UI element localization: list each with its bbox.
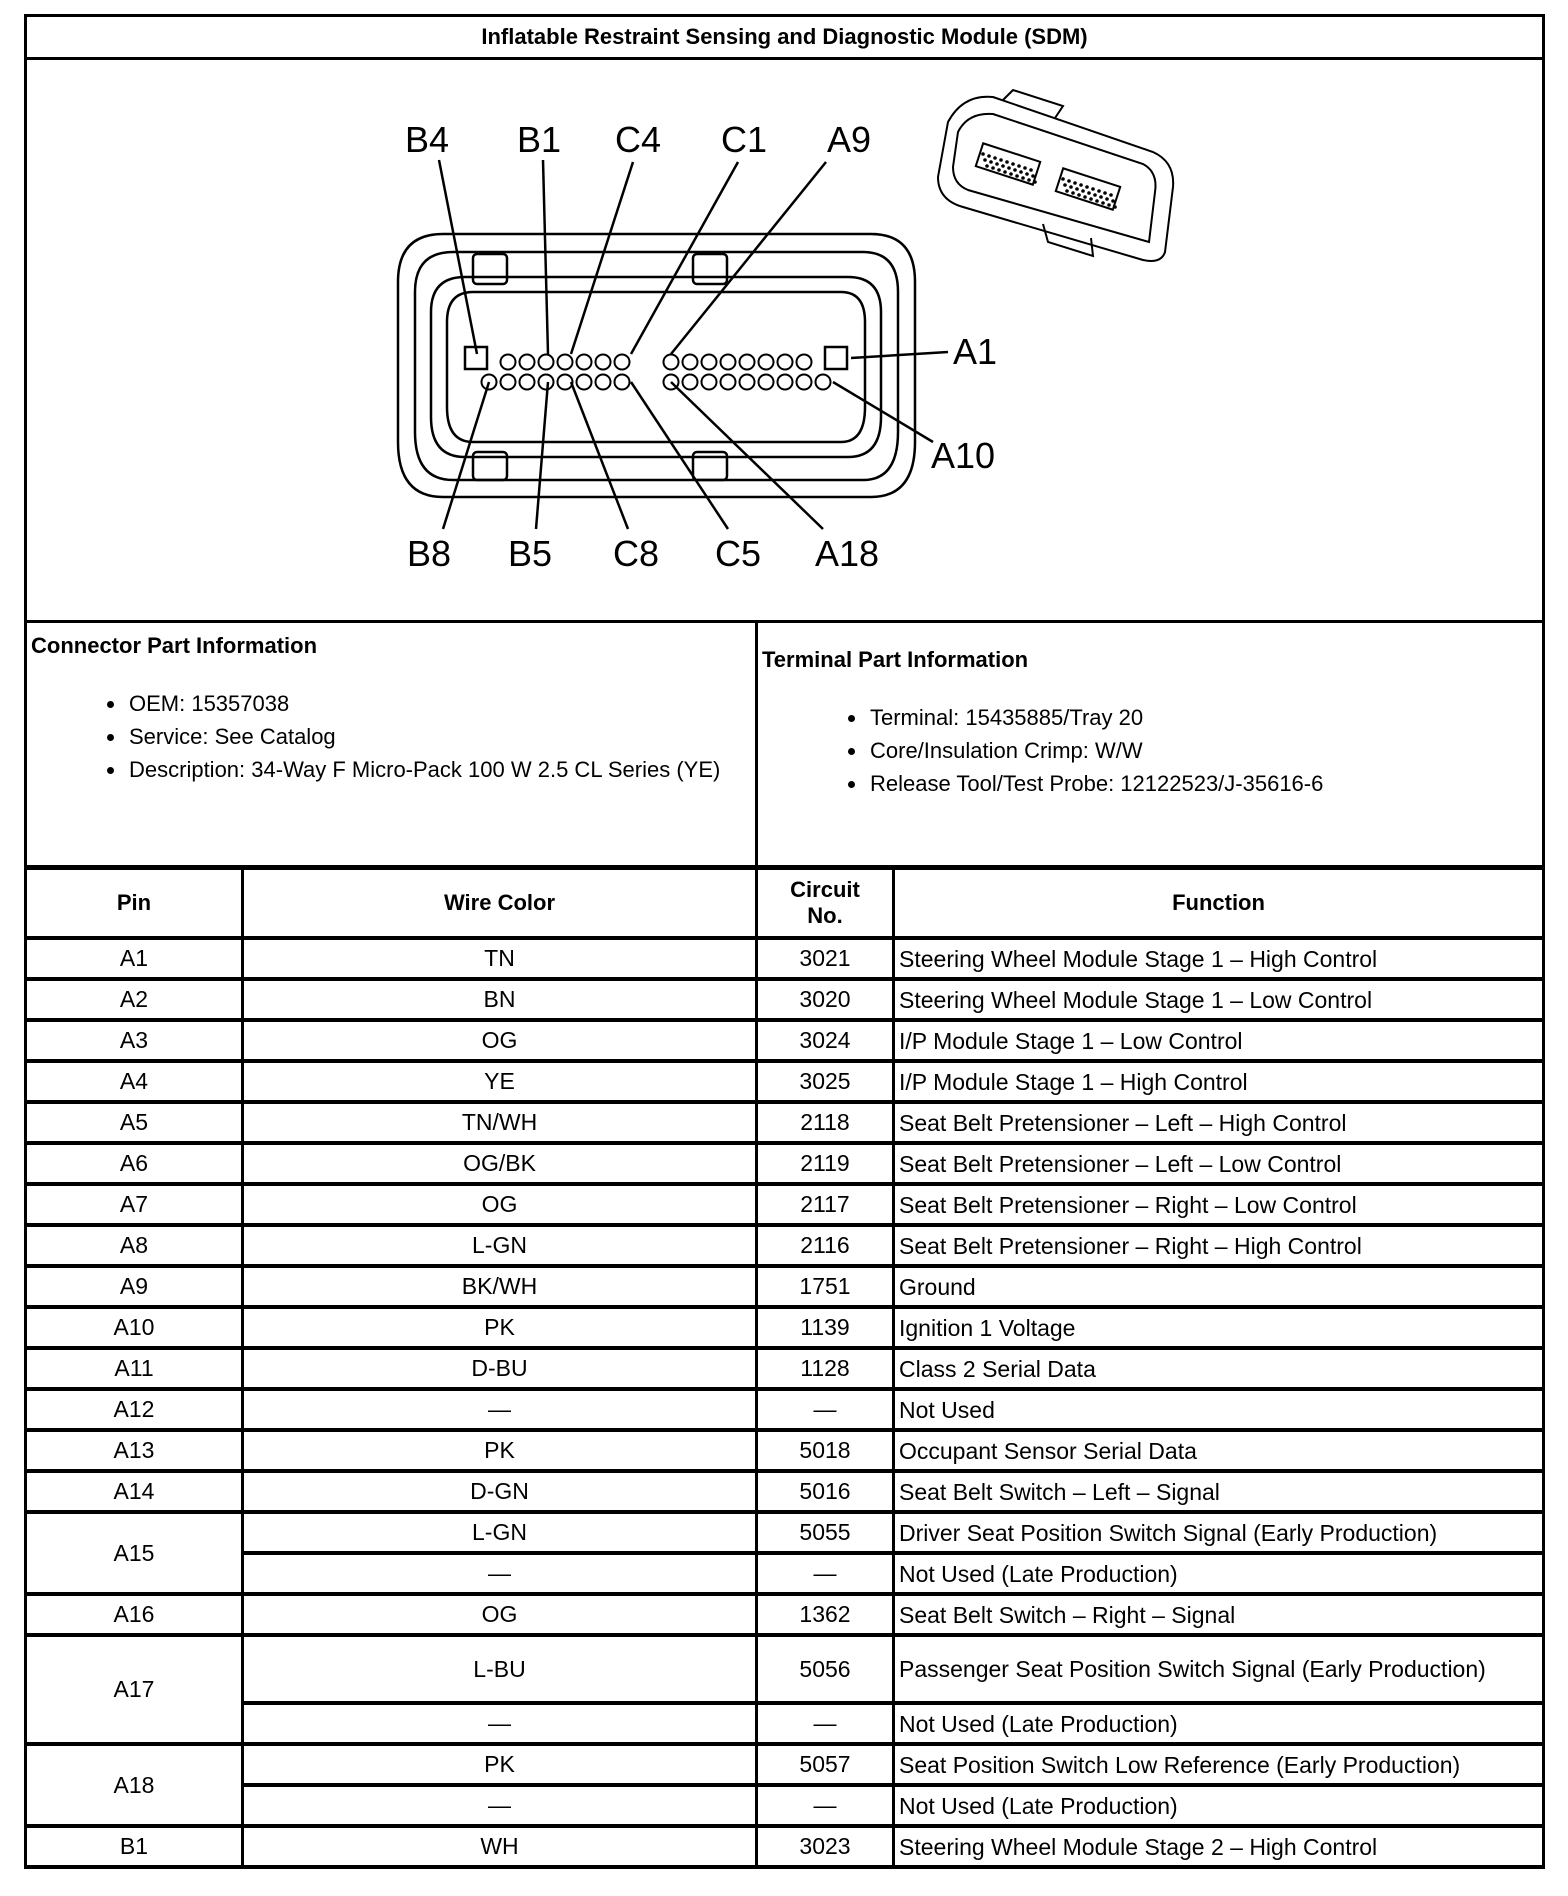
pin-cell: A5	[26, 1102, 243, 1143]
table-row	[26, 1389, 1544, 1430]
iso-pin	[1093, 193, 1097, 197]
iso-pin	[1027, 178, 1031, 182]
pin-cavity	[797, 355, 812, 370]
pin-cavity	[539, 355, 554, 370]
iso-pin	[1005, 160, 1009, 164]
table-row	[26, 1635, 1544, 1703]
pin-cell: A3	[26, 1020, 243, 1061]
table-row	[26, 1430, 1544, 1471]
pin-label-a18: A18	[815, 533, 880, 574]
column-header-pin: Pin	[26, 868, 243, 939]
pin-cell: A10	[26, 1307, 243, 1348]
wire-color-cell: WH	[243, 1826, 757, 1867]
circuit-cell: 3021	[757, 938, 894, 979]
column-header-circuit: Circuit No.	[757, 868, 894, 939]
wire-color-cell: BK/WH	[243, 1266, 757, 1307]
function-cell: I/P Module Stage 1 – High Control	[894, 1061, 1544, 1102]
iso-pin	[1075, 187, 1079, 191]
table-row	[26, 1826, 1544, 1867]
pin-cell: A4	[26, 1061, 243, 1102]
wire-color-cell: L-BU	[243, 1635, 757, 1703]
table-row	[26, 1512, 1544, 1553]
iso-pin	[993, 156, 997, 160]
wire-color-cell: L-GN	[243, 1225, 757, 1266]
table-row	[26, 1102, 1544, 1143]
connector-pinout-sheet	[24, 14, 1545, 1869]
pin-cavity	[702, 375, 717, 390]
pin-cavity	[501, 355, 516, 370]
pin-label-b4: B4	[405, 119, 450, 160]
pin-cell: A17	[26, 1635, 243, 1744]
iso-pin	[1021, 176, 1025, 180]
pinout-table	[24, 14, 1545, 1869]
circuit-cell: 2119	[757, 1143, 894, 1184]
iso-pin	[1015, 174, 1019, 178]
connector-info-heading: Connector Part Information	[31, 633, 318, 658]
wire-color-cell: TN	[243, 938, 757, 979]
pin-cavity	[577, 375, 592, 390]
wire-color-cell: —	[243, 1389, 757, 1430]
iso-pin	[1019, 170, 1023, 174]
pin-cavity	[520, 375, 535, 390]
table-row	[26, 1744, 1544, 1785]
function-cell: Not Used	[894, 1389, 1544, 1430]
pin-cavity	[759, 375, 774, 390]
wire-color-cell: OG	[243, 1020, 757, 1061]
iso-pin	[1063, 183, 1067, 187]
iso-pin	[1071, 191, 1075, 195]
function-cell: Seat Belt Pretensioner – Right – High Control	[894, 1225, 1544, 1266]
connector-part-info	[26, 622, 757, 868]
circuit-cell: 2118	[757, 1102, 894, 1143]
function-cell: Occupant Sensor Serial Data	[894, 1430, 1544, 1471]
wire-color-cell: YE	[243, 1061, 757, 1102]
pin-cavity	[721, 355, 736, 370]
iso-pin	[1105, 197, 1109, 201]
pin-cavity	[740, 355, 755, 370]
function-cell: Ground	[894, 1266, 1544, 1307]
iso-pin	[1091, 187, 1095, 191]
pin-label-b5: B5	[508, 533, 553, 574]
pin-cell: A8	[26, 1225, 243, 1266]
pin-cell: A6	[26, 1143, 243, 1184]
table-row	[26, 1266, 1544, 1307]
iso-pin	[1107, 203, 1111, 207]
function-cell: Seat Position Switch Low Reference (Early Production)	[894, 1744, 1544, 1785]
wire-color-cell: —	[243, 1703, 757, 1744]
table-row	[26, 1785, 1544, 1826]
sheet-title: Inflatable Restraint Sensing and Diagnostic Module (SDM)	[26, 16, 1544, 59]
wire-color-cell: PK	[243, 1430, 757, 1471]
pin-cavity	[740, 375, 755, 390]
iso-pin	[1013, 168, 1017, 172]
circuit-cell: 1139	[757, 1307, 894, 1348]
iso-pin	[1009, 172, 1013, 176]
pin-label-a1: A1	[953, 331, 998, 372]
pin-cell: A1	[26, 938, 243, 979]
function-cell: Seat Belt Switch – Right – Signal	[894, 1594, 1544, 1635]
wire-color-cell: OG/BK	[243, 1143, 757, 1184]
connector-housing	[398, 234, 915, 497]
table-row	[26, 1184, 1544, 1225]
iso-pin	[1109, 193, 1113, 197]
wire-color-cell: —	[243, 1553, 757, 1594]
iso-pin	[1113, 205, 1117, 209]
pin-cavity	[596, 375, 611, 390]
iso-pin	[997, 168, 1001, 172]
pin-cavity	[539, 375, 554, 390]
wire-color-cell: —	[243, 1785, 757, 1826]
circuit-cell: 1751	[757, 1266, 894, 1307]
circuit-cell: —	[757, 1703, 894, 1744]
pin-cell: B1	[26, 1826, 243, 1867]
function-cell: Ignition 1 Voltage	[894, 1307, 1544, 1348]
table-row	[26, 1703, 1544, 1744]
function-cell: Driver Seat Position Switch Signal (Early Production)	[894, 1512, 1544, 1553]
circuit-cell: —	[757, 1389, 894, 1430]
terminal-part-info	[757, 622, 1544, 868]
function-cell: Steering Wheel Module Stage 1 – High Control	[894, 938, 1544, 979]
wire-color-cell: D-GN	[243, 1471, 757, 1512]
pin-cell: A15	[26, 1512, 243, 1594]
pin-label-a9: A9	[827, 119, 872, 160]
column-header-wire-color: Wire Color	[243, 868, 757, 939]
iso-pin	[1017, 164, 1021, 168]
iso-pin	[1073, 181, 1077, 185]
pin-label-a10: A10	[931, 435, 996, 476]
pin-cavity	[615, 355, 630, 370]
pin-cell: A7	[26, 1184, 243, 1225]
wire-color-cell: PK	[243, 1744, 757, 1785]
pin-cell: A11	[26, 1348, 243, 1389]
wire-color-cell: BN	[243, 979, 757, 1020]
function-cell: Seat Belt Pretensioner – Left – High Control	[894, 1102, 1544, 1143]
pin-cell: A16	[26, 1594, 243, 1635]
pin-cavity	[683, 375, 698, 390]
pin-cavity	[577, 355, 592, 370]
iso-pin	[1085, 185, 1089, 189]
pin-cavity	[664, 355, 679, 370]
function-cell: I/P Module Stage 1 – Low Control	[894, 1020, 1544, 1061]
iso-pin	[1077, 193, 1081, 197]
circuit-cell: 5056	[757, 1635, 894, 1703]
circuit-cell: —	[757, 1553, 894, 1594]
pin-labels	[405, 119, 997, 574]
pin-cavities	[482, 355, 831, 390]
iso-pin	[1069, 185, 1073, 189]
iso-pin	[987, 154, 991, 158]
function-cell: Steering Wheel Module Stage 1 – Low Control	[894, 979, 1544, 1020]
pin-cell: A2	[26, 979, 243, 1020]
pin-cavity	[683, 355, 698, 370]
function-cell: Seat Belt Pretensioner – Left – Low Control	[894, 1143, 1544, 1184]
iso-pin	[1003, 170, 1007, 174]
wire-color-cell: OG	[243, 1594, 757, 1635]
circuit-cell: 2117	[757, 1184, 894, 1225]
connector-isometric-view	[938, 90, 1173, 261]
circuit-cell: 3020	[757, 979, 894, 1020]
wire-color-cell: TN/WH	[243, 1102, 757, 1143]
table-row	[26, 1471, 1544, 1512]
pin-cell: A13	[26, 1430, 243, 1471]
iso-pin	[1079, 183, 1083, 187]
function-cell: Not Used (Late Production)	[894, 1703, 1544, 1744]
terminal-info-crimp: • Core/Insulation Crimp: W/W	[868, 734, 1542, 767]
iso-pin	[1101, 201, 1105, 205]
circuit-cell: 3023	[757, 1826, 894, 1867]
pin-label-b1: B1	[517, 119, 562, 160]
iso-pin	[991, 166, 995, 170]
wire-color-cell: L-GN	[243, 1512, 757, 1553]
iso-pin	[1081, 189, 1085, 193]
pin-cavity	[759, 355, 774, 370]
pin-cavity	[520, 355, 535, 370]
iso-pin	[1097, 189, 1101, 193]
terminal-info-release-tool: • Release Tool/Test Probe: 12122523/J-35616-6	[868, 767, 1542, 800]
connector-info-oem: • OEM: 15357038	[127, 687, 755, 720]
pin-cavity	[558, 375, 573, 390]
table-row	[26, 1348, 1544, 1389]
iso-pin	[1067, 179, 1071, 183]
pin-cavity	[615, 375, 630, 390]
iso-pin	[999, 158, 1003, 162]
table-row	[26, 1061, 1544, 1102]
function-cell: Passenger Seat Position Switch Signal (Early Production)	[894, 1635, 1544, 1703]
function-cell: Class 2 Serial Data	[894, 1348, 1544, 1389]
pin-label-c5: C5	[715, 533, 762, 574]
pin-cavity	[501, 375, 516, 390]
wire-color-cell: OG	[243, 1184, 757, 1225]
pin-cavity	[797, 375, 812, 390]
circuit-cell: 1128	[757, 1348, 894, 1389]
iso-pin	[1099, 195, 1103, 199]
circuit-cell: 5018	[757, 1430, 894, 1471]
pin-cavity	[558, 355, 573, 370]
function-cell: Seat Belt Pretensioner – Right – Low Control	[894, 1184, 1544, 1225]
table-row	[26, 1020, 1544, 1061]
pin-cavity	[596, 355, 611, 370]
circuit-cell: —	[757, 1785, 894, 1826]
iso-pin	[1089, 197, 1093, 201]
table-row	[26, 1594, 1544, 1635]
connector-info-service: • Service: See Catalog	[127, 720, 755, 753]
pin-label-b8: B8	[407, 533, 452, 574]
circuit-cell: 5057	[757, 1744, 894, 1785]
circuit-cell: 2116	[757, 1225, 894, 1266]
iso-pin	[1083, 195, 1087, 199]
pin-label-c4: C4	[615, 119, 662, 160]
iso-pin	[1011, 162, 1015, 166]
pin-cavity	[702, 355, 717, 370]
pinout-rows	[26, 938, 1544, 1867]
iso-pin	[1087, 191, 1091, 195]
function-cell: Steering Wheel Module Stage 2 – High Control	[894, 1826, 1544, 1867]
table-row	[26, 1307, 1544, 1348]
iso-pin	[1001, 164, 1005, 168]
iso-pin	[1025, 172, 1029, 176]
pin-cavity	[816, 375, 831, 390]
pin-cell: A9	[26, 1266, 243, 1307]
iso-pin	[989, 160, 993, 164]
circuit-cell: 3025	[757, 1061, 894, 1102]
table-row	[26, 1553, 1544, 1594]
function-cell: Not Used (Late Production)	[894, 1553, 1544, 1594]
iso-pin	[1061, 177, 1065, 181]
iso-pin	[983, 158, 987, 162]
pin-label-c1: C1	[721, 119, 768, 160]
table-row	[26, 1143, 1544, 1184]
circuit-cell: 1362	[757, 1594, 894, 1635]
terminal-info-heading: Terminal Part Information	[762, 647, 1029, 672]
iso-pin	[1095, 199, 1099, 203]
iso-pin	[995, 162, 999, 166]
wire-color-cell: PK	[243, 1307, 757, 1348]
function-cell: Seat Belt Switch – Left – Signal	[894, 1471, 1544, 1512]
iso-pin	[1103, 191, 1107, 195]
function-cell: Not Used (Late Production)	[894, 1785, 1544, 1826]
iso-pin	[1023, 166, 1027, 170]
circuit-cell: 5016	[757, 1471, 894, 1512]
circuit-cell: 5055	[757, 1512, 894, 1553]
connector-diagram	[26, 59, 1544, 622]
pin-cell: A18	[26, 1744, 243, 1826]
iso-pin	[1007, 166, 1011, 170]
connector-face-drawing	[27, 60, 1542, 620]
pin-cell: A12	[26, 1389, 243, 1430]
table-row	[26, 938, 1544, 979]
iso-pin	[1029, 168, 1033, 172]
table-row	[26, 979, 1544, 1020]
column-header-function: Function	[894, 868, 1544, 939]
wire-color-cell: D-BU	[243, 1348, 757, 1389]
pin-label-c8: C8	[613, 533, 660, 574]
terminal-info-terminal: • Terminal: 15435885/Tray 20	[868, 701, 1542, 734]
iso-pin	[1111, 199, 1115, 203]
pin-cavity	[721, 375, 736, 390]
iso-pin	[1033, 180, 1037, 184]
circuit-cell: 3024	[757, 1020, 894, 1061]
iso-pin	[1031, 174, 1035, 178]
iso-pin	[985, 164, 989, 168]
pin-cavity	[778, 375, 793, 390]
table-row	[26, 1225, 1544, 1266]
connector-info-description: • Description: 34-Way F Micro-Pack 100 W 2.5 CL Series (YE)	[127, 753, 755, 786]
iso-pin	[981, 152, 985, 156]
pin-cell: A14	[26, 1471, 243, 1512]
iso-pin	[1065, 189, 1069, 193]
pin-cavity	[778, 355, 793, 370]
